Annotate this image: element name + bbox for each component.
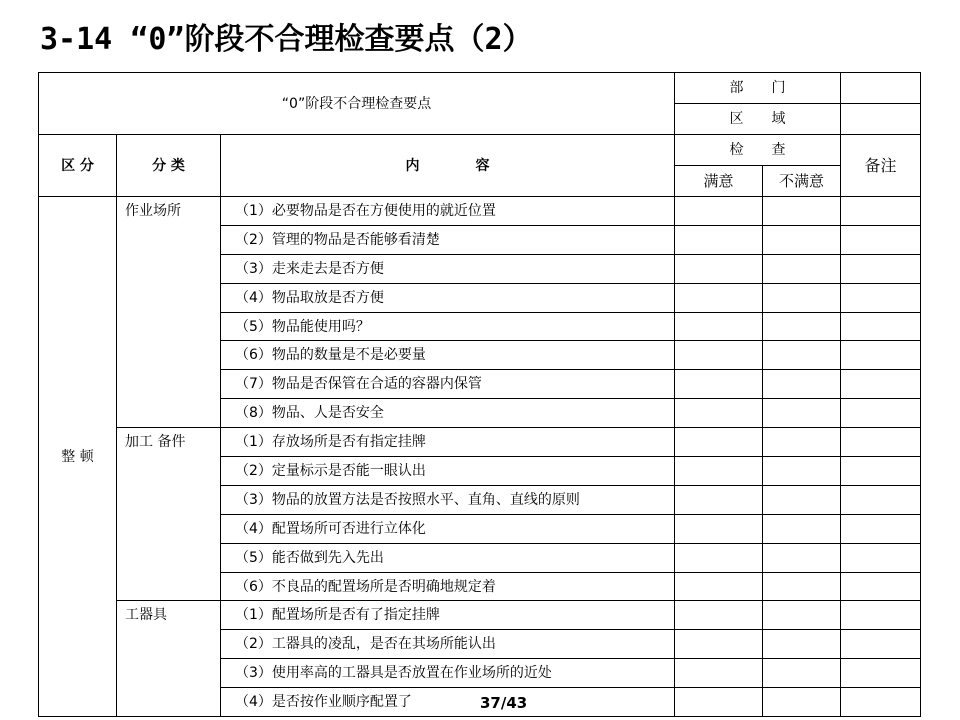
remark-cell[interactable] [841,370,921,399]
unsatisfied-cell[interactable] [763,283,841,312]
unsatisfied-cell[interactable] [763,659,841,688]
table-main-header: “0”阶段不合理检查要点 [39,73,675,135]
unsatisfied-cell[interactable] [763,601,841,630]
remark-cell[interactable] [841,197,921,226]
page-number: 37/43 [480,694,528,712]
satisfied-cell[interactable] [675,254,763,283]
satisfied-cell[interactable] [675,341,763,370]
satisfied-cell[interactable] [675,572,763,601]
remark-cell[interactable] [841,457,921,486]
checklist-item: （8）物品、人是否安全 [221,399,675,428]
remark-cell[interactable] [841,485,921,514]
area-value-cell [841,104,921,135]
checklist-item: （4）配置场所可否进行立体化 [221,514,675,543]
checklist-item: （4）物品取放是否方便 [221,283,675,312]
satisfied-cell[interactable] [675,514,763,543]
remark-cell[interactable] [841,341,921,370]
checklist-item: （2）管理的物品是否能够看清楚 [221,225,675,254]
satisfied-cell[interactable] [675,457,763,486]
satisfied-cell[interactable] [675,485,763,514]
inspection-checklist-table [38,72,921,717]
remark-cell[interactable] [841,254,921,283]
unsatisfied-cell[interactable] [763,399,841,428]
remark-cell[interactable] [841,688,921,717]
remark-cell[interactable] [841,399,921,428]
checklist-item: （1）必要物品是否在方便使用的就近位置 [221,197,675,226]
category-cell: 加工 备件 [117,428,221,601]
checklist-item: （2）工器具的凌乱，是否在其场所能认出 [221,630,675,659]
remark-label: 备注 [841,135,921,197]
unsatisfied-cell[interactable] [763,341,841,370]
satisfied-cell[interactable] [675,283,763,312]
remark-cell[interactable] [841,543,921,572]
unsatisfied-cell[interactable] [763,543,841,572]
category-cell: 作业场所 [117,197,221,428]
satisfied-cell[interactable] [675,688,763,717]
checklist-item: （3）物品的放置方法是否按照水平、直角、直线的原则 [221,485,675,514]
checklist-item: （4）是否按作业顺序配置了 [221,688,675,717]
remark-cell[interactable] [841,514,921,543]
unsatisfied-cell[interactable] [763,514,841,543]
unsatisfied-cell[interactable] [763,485,841,514]
checklist-item: （3）走来走去是否方便 [221,254,675,283]
dept-label: 部 门 [675,73,841,104]
unsatisfied-cell[interactable] [763,688,841,717]
unsatisfied-cell[interactable] [763,428,841,457]
col-header-category: 分 类 [117,135,221,197]
col-header-content: 内 容 [221,135,675,197]
satisfied-label: 满意 [675,166,763,197]
satisfied-cell[interactable] [675,630,763,659]
remark-cell[interactable] [841,225,921,254]
unsatisfied-label: 不满意 [763,166,841,197]
zone-cell: 整 顿 [39,197,117,717]
unsatisfied-cell[interactable] [763,370,841,399]
unsatisfied-cell[interactable] [763,225,841,254]
remark-cell[interactable] [841,283,921,312]
unsatisfied-cell[interactable] [763,197,841,226]
checklist-item: （3）使用率高的工器具是否放置在作业场所的近处 [221,659,675,688]
checklist-item: （2）定量标示是否能一眼认出 [221,457,675,486]
area-label: 区 域 [675,104,841,135]
satisfied-cell[interactable] [675,399,763,428]
satisfied-cell[interactable] [675,601,763,630]
col-header-zone: 区 分 [39,135,117,197]
satisfied-cell[interactable] [675,659,763,688]
check-label: 检 查 [675,135,841,166]
unsatisfied-cell[interactable] [763,254,841,283]
unsatisfied-cell[interactable] [763,312,841,341]
checklist-item: （7）物品是否保管在合适的容器内保管 [221,370,675,399]
satisfied-cell[interactable] [675,225,763,254]
satisfied-cell[interactable] [675,197,763,226]
remark-cell[interactable] [841,630,921,659]
dept-value-cell [841,73,921,104]
checklist-item: （6）不良品的配置场所是否明确地规定着 [221,572,675,601]
remark-cell[interactable] [841,659,921,688]
remark-cell[interactable] [841,428,921,457]
checklist-item: （5）物品能使用吗？ [221,312,675,341]
checklist-item: （6）物品的数量是不是必要量 [221,341,675,370]
table-row [39,428,921,457]
table-row [39,197,921,226]
unsatisfied-cell[interactable] [763,572,841,601]
satisfied-cell[interactable] [675,428,763,457]
remark-cell[interactable] [841,601,921,630]
checklist-item: （5）能否做到先入先出 [221,543,675,572]
unsatisfied-cell[interactable] [763,457,841,486]
satisfied-cell[interactable] [675,370,763,399]
checklist-item: （1）配置场所是否有了指定挂牌 [221,601,675,630]
page-title: 3-14 “0”阶段不合理检查要点（2） [40,22,533,57]
remark-cell[interactable] [841,312,921,341]
table-row [39,601,921,630]
satisfied-cell[interactable] [675,543,763,572]
category-cell: 工器具 [117,601,221,717]
remark-cell[interactable] [841,572,921,601]
satisfied-cell[interactable] [675,312,763,341]
checklist-item: （1）存放场所是否有指定挂牌 [221,428,675,457]
unsatisfied-cell[interactable] [763,630,841,659]
